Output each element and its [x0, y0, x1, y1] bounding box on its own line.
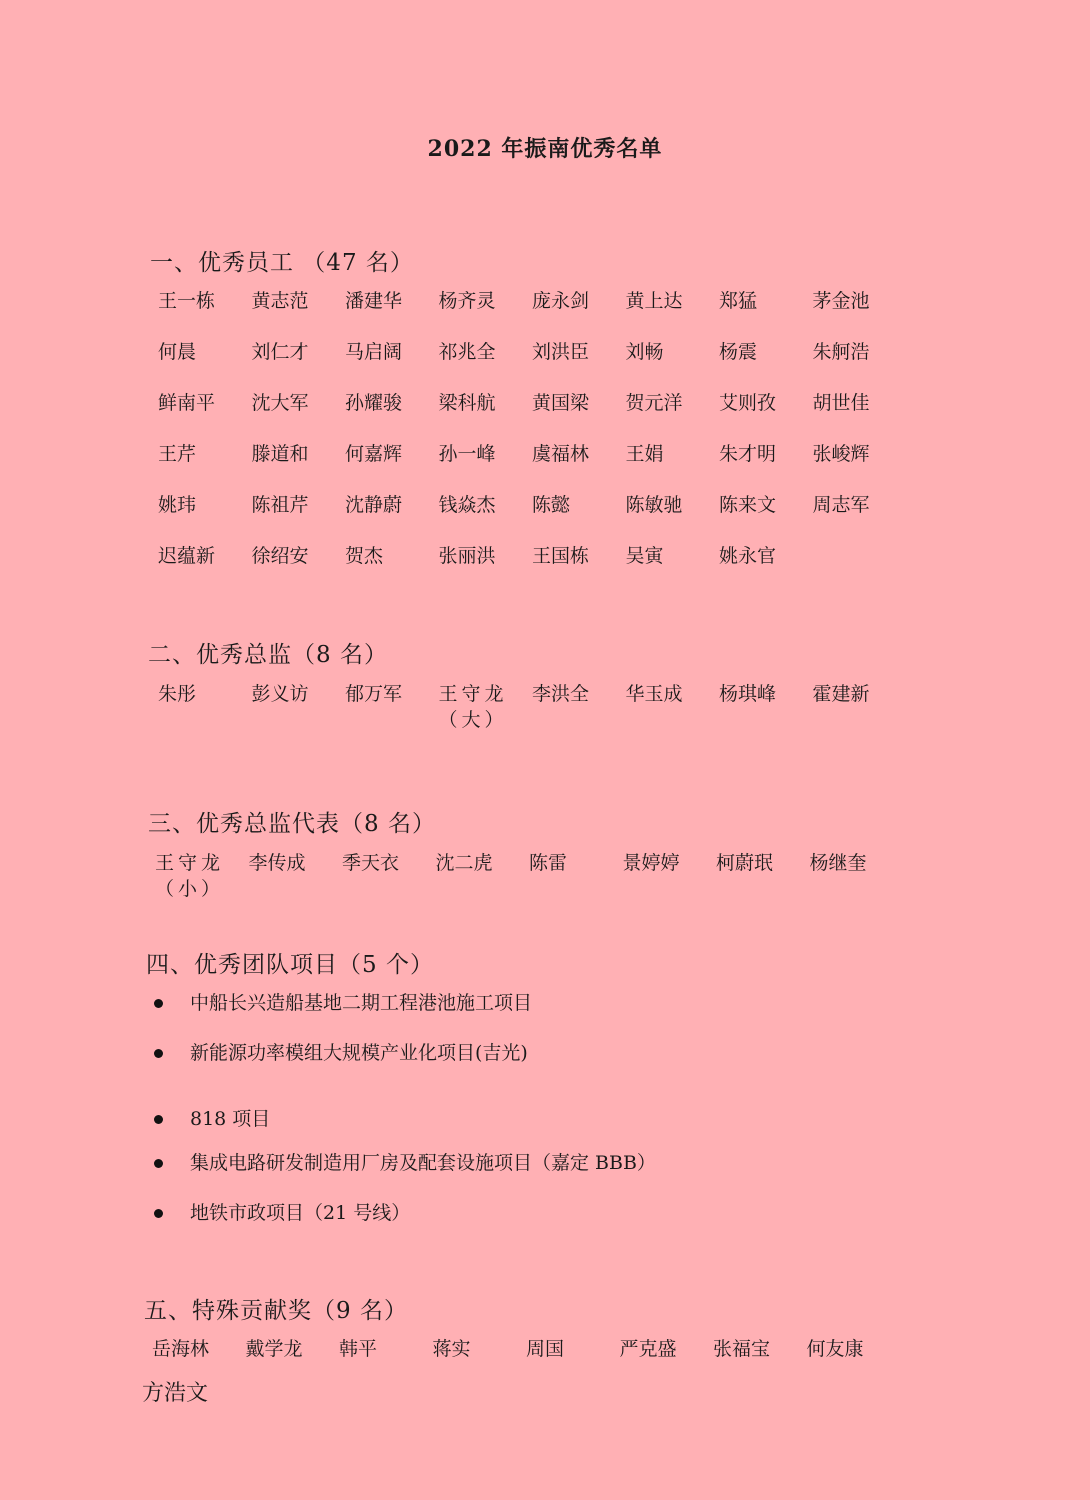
name-item: 孙一峰: [438, 443, 496, 465]
list-item: [152, 1040, 952, 1066]
name-item: 陈来文: [719, 494, 777, 516]
name-item: 朱彤: [158, 683, 197, 705]
name-item: 吴寅: [625, 545, 664, 567]
name-item: 姚永官: [719, 545, 777, 567]
name-item: 王守龙（大）: [438, 683, 508, 731]
name-item: 陈雷: [529, 852, 568, 874]
name-item: 朱才明: [719, 443, 777, 465]
name-item: 周国: [526, 1338, 565, 1360]
list-item: [152, 990, 952, 1016]
name-item: 王一栋: [158, 290, 216, 312]
name-item: 霍建新: [812, 683, 870, 705]
project-name: 新能源功率模组大规模产业化项目(吉光): [190, 1042, 528, 1064]
bullet-icon: [154, 1159, 163, 1168]
name-item: 胡世佳: [812, 392, 870, 414]
outstanding-directors-list: [150, 681, 900, 732]
name-item: 柯蔚珉: [716, 852, 774, 874]
name-item: 沈静蔚: [345, 494, 403, 516]
name-item: 王娟: [625, 443, 664, 465]
name-item: 李传成: [248, 852, 306, 874]
name-item: 虞福林: [532, 443, 590, 465]
name-item: 韩平: [339, 1338, 378, 1360]
section-heading-special-contribution: 五、特殊贡献奖（9 名）: [144, 1298, 408, 1324]
name-item: 滕道和: [251, 443, 309, 465]
name-item: 陈祖芹: [251, 494, 309, 516]
document-title: 2022 年振南优秀名单: [427, 136, 663, 162]
name-item: 何友康: [806, 1338, 864, 1360]
director-representatives-list: [147, 850, 897, 901]
name-item: 蒋实: [432, 1338, 471, 1360]
name-item: 张福宝: [713, 1338, 771, 1360]
name-item: 杨齐灵: [438, 290, 496, 312]
section-heading-director-representatives: 三、优秀总监代表（8 名）: [148, 811, 436, 837]
name-item: 潘建华: [345, 290, 403, 312]
name-item: 王守龙（小）: [155, 852, 225, 900]
name-item: 黄国梁: [532, 392, 590, 414]
name-item: 何嘉辉: [345, 443, 403, 465]
name-item: 迟蕴新: [158, 545, 216, 567]
name-item: 祁兆全: [438, 341, 496, 363]
name-item: 鲜南平: [158, 392, 216, 414]
name-item: 朱舸浩: [812, 341, 870, 363]
name-item: 郑猛: [719, 290, 758, 312]
name-item: 姚玮: [158, 494, 197, 516]
name-item: 马启阔: [345, 341, 403, 363]
name-item: 庞永剑: [532, 290, 590, 312]
name-item: 杨震: [719, 341, 758, 363]
name-item: 刘洪臣: [532, 341, 590, 363]
name-item: 岳海林: [152, 1338, 210, 1360]
list-item: [152, 1200, 952, 1226]
name-item: 黄志范: [251, 290, 309, 312]
team-projects-list: [152, 990, 952, 1226]
name-item: 沈二虎: [435, 852, 493, 874]
project-name: 地铁市政项目（21 号线）: [190, 1202, 411, 1224]
name-item: 王芹: [158, 443, 197, 465]
name-item: 张峻辉: [812, 443, 870, 465]
name-item: 沈大军: [251, 392, 309, 414]
name-item: 周志军: [812, 494, 870, 516]
name-item: 陈敏驰: [625, 494, 683, 516]
name-item: 李洪全: [532, 683, 590, 705]
section-heading-outstanding-directors: 二、优秀总监（8 名）: [148, 642, 388, 668]
section-heading-team-projects: 四、优秀团队项目（5 个）: [146, 952, 434, 978]
name-item: 黄上达: [625, 290, 683, 312]
name-item: 贺元洋: [625, 392, 683, 414]
list-item: [152, 1150, 952, 1176]
name-item: 贺杰: [345, 545, 384, 567]
bullet-icon: [154, 1049, 163, 1058]
name-item: 杨琪峰: [719, 683, 777, 705]
project-name: 818 项目: [190, 1108, 271, 1130]
special-contribution-extra-name: 方浩文: [142, 1381, 209, 1406]
special-contribution-list: [144, 1336, 894, 1387]
name-item: 严克盛: [619, 1338, 677, 1360]
name-item: 戴学龙: [245, 1338, 303, 1360]
project-name: 中船长兴造船基地二期工程港池施工项目: [190, 992, 533, 1014]
name-item: 王国栋: [532, 545, 590, 567]
name-item: 景婷婷: [622, 852, 680, 874]
bullet-icon: [154, 999, 163, 1008]
project-name: 集成电路研发制造用厂房及配套设施项目（嘉定 BBB）: [190, 1152, 656, 1174]
bullet-icon: [154, 1209, 163, 1218]
name-item: 华玉成: [625, 683, 683, 705]
name-item: 郁万军: [345, 683, 403, 705]
name-item: 季天衣: [342, 852, 400, 874]
name-item: 陈懿: [532, 494, 571, 516]
name-item: 刘仁才: [251, 341, 309, 363]
name-item: 钱焱杰: [438, 494, 496, 516]
bullet-icon: [154, 1115, 163, 1124]
name-item: 茅金池: [812, 290, 870, 312]
name-item: 彭义访: [251, 683, 309, 705]
name-item: 梁科航: [438, 392, 496, 414]
section-heading-outstanding-employees: 一、优秀员工 （47 名）: [150, 250, 414, 276]
name-item: 杨继奎: [809, 852, 867, 874]
name-item: 徐绍安: [251, 545, 309, 567]
name-item: 孙耀骏: [345, 392, 403, 414]
name-item: 张丽洪: [438, 545, 496, 567]
name-item: 刘畅: [625, 341, 664, 363]
name-item: 何晨: [158, 341, 197, 363]
outstanding-employees-list: [150, 288, 900, 594]
list-item: [152, 1106, 952, 1132]
name-item: 艾则孜: [719, 392, 777, 414]
